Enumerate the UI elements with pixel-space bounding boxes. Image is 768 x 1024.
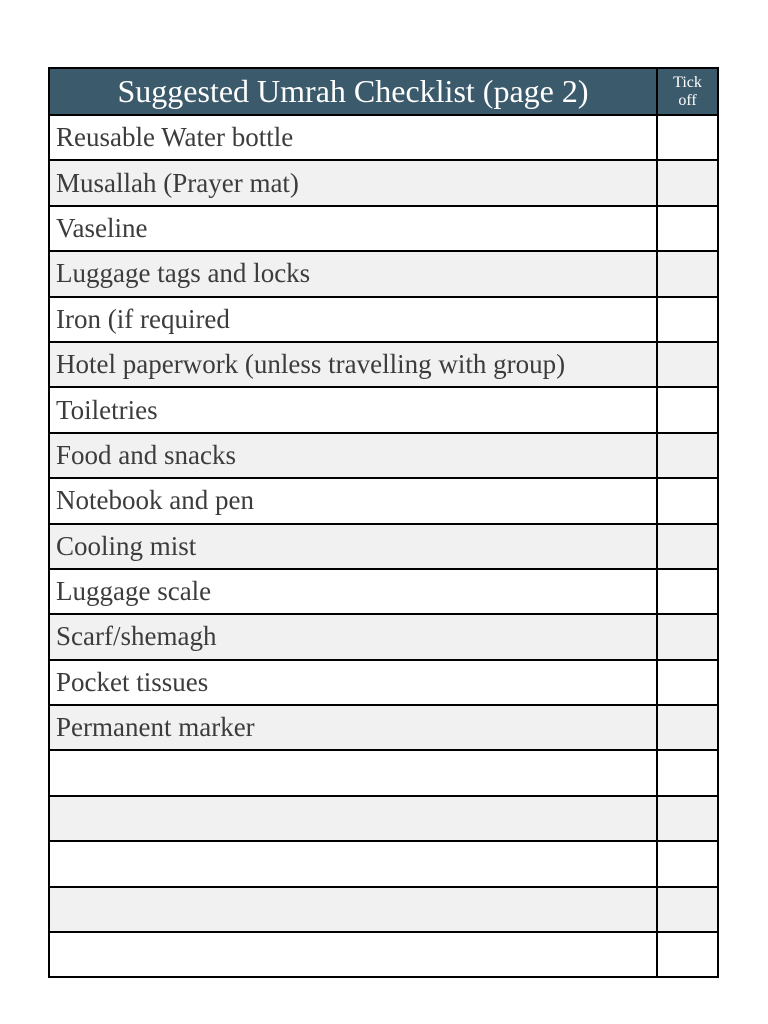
table-row [50, 298, 717, 343]
tick-off-column-header: Tick off [673, 73, 702, 109]
item-label: Notebook and pen [50, 479, 658, 522]
tick-box[interactable] [658, 933, 717, 976]
table-row [50, 751, 717, 796]
item-label[interactable] [50, 797, 658, 840]
tick-box[interactable] [658, 298, 717, 341]
table-row [50, 706, 717, 751]
checklist-title: Suggested Umrah Checklist (page 2) [50, 69, 658, 114]
tick-box[interactable] [658, 116, 717, 159]
tick-box[interactable] [658, 842, 717, 885]
item-label: Permanent marker [50, 706, 658, 749]
item-label[interactable] [50, 842, 658, 885]
umrah-checklist-table [48, 67, 719, 978]
item-label[interactable] [50, 933, 658, 976]
item-label: Hotel paperwork (unless travelling with group) [50, 343, 658, 386]
table-row [50, 252, 717, 297]
table-row [50, 797, 717, 842]
item-label: Luggage scale [50, 570, 658, 613]
item-label[interactable] [50, 888, 658, 931]
tick-box[interactable] [658, 388, 717, 431]
table-row [50, 343, 717, 388]
item-label: Pocket tissues [50, 661, 658, 704]
tick-box[interactable] [658, 797, 717, 840]
item-label: Vaseline [50, 207, 658, 250]
tick-box[interactable] [658, 706, 717, 749]
tick-box[interactable] [658, 751, 717, 794]
item-label: Luggage tags and locks [50, 252, 658, 295]
tick-box[interactable] [658, 615, 717, 658]
item-label: Musallah (Prayer mat) [50, 161, 658, 204]
tick-box[interactable] [658, 343, 717, 386]
item-label: Toiletries [50, 388, 658, 431]
table-row [50, 161, 717, 206]
tick-box[interactable] [658, 888, 717, 931]
table-header [50, 69, 717, 116]
tick-box[interactable] [658, 525, 717, 568]
table-row [50, 842, 717, 887]
item-label[interactable] [50, 751, 658, 794]
tick-box[interactable] [658, 479, 717, 522]
tick-box[interactable] [658, 161, 717, 204]
item-label: Cooling mist [50, 525, 658, 568]
tick-box[interactable] [658, 434, 717, 477]
tick-box[interactable] [658, 661, 717, 704]
table-row [50, 479, 717, 524]
table-row [50, 388, 717, 433]
table-row [50, 434, 717, 479]
item-label: Scarf/shemagh [50, 615, 658, 658]
table-row [50, 116, 717, 161]
table-row [50, 933, 717, 976]
tick-box[interactable] [658, 207, 717, 250]
item-label: Reusable Water bottle [50, 116, 658, 159]
item-label: Food and snacks [50, 434, 658, 477]
tick-box[interactable] [658, 570, 717, 613]
table-row [50, 661, 717, 706]
table-row [50, 615, 717, 660]
table-row [50, 525, 717, 570]
table-row [50, 570, 717, 615]
table-row [50, 888, 717, 933]
tick-box[interactable] [658, 252, 717, 295]
item-label: Iron (if required [50, 298, 658, 341]
table-row [50, 207, 717, 252]
